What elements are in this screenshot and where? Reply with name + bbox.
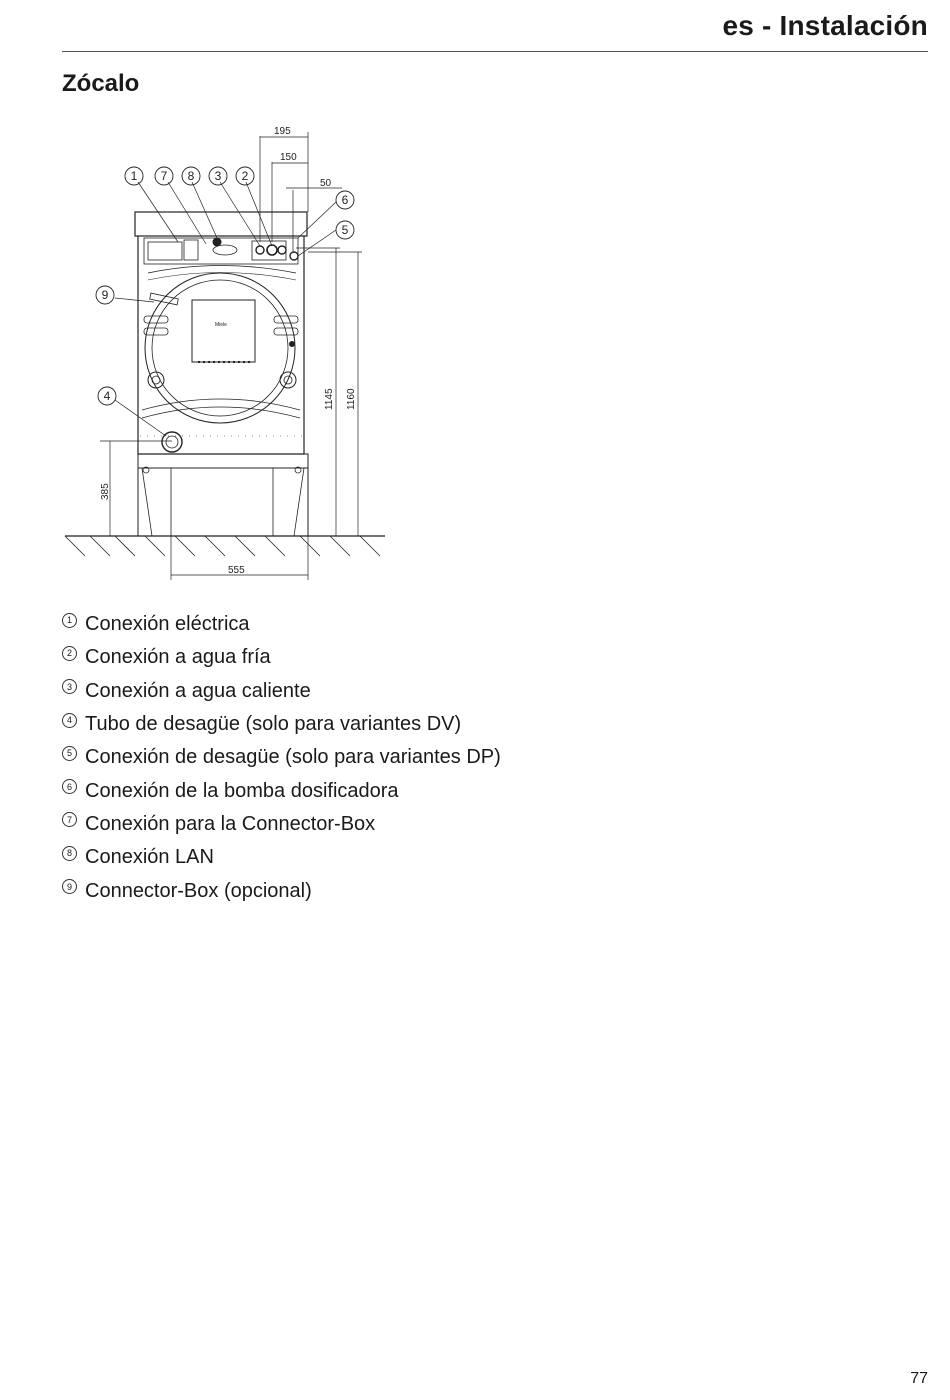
legend-item (62, 641, 501, 674)
legend-number: 8 (62, 846, 77, 861)
base-diagram (60, 118, 400, 593)
legend-number: 6 (62, 779, 77, 794)
legend-item (62, 708, 501, 741)
callout-8: 8 (187, 169, 195, 183)
connector-box (192, 300, 255, 362)
legend-number: 5 (62, 746, 77, 761)
legend-text: Conexión a agua caliente (85, 679, 311, 702)
header-divider (62, 51, 928, 52)
legend-number: 1 (62, 613, 77, 628)
callout-6: 6 (341, 193, 349, 207)
legend-text: Conexión a agua fría (85, 646, 271, 669)
page-number: 77 (910, 1370, 928, 1387)
legend-item (62, 741, 501, 774)
legend-number: 2 (62, 646, 77, 661)
legend-item (62, 808, 501, 841)
dim-385: 385 (100, 483, 111, 500)
header-title: es - Instalación (722, 10, 928, 41)
callout-3: 3 (214, 169, 222, 183)
legend-number: 3 (62, 679, 77, 694)
legend-text: Conexión para la Connector-Box (85, 812, 376, 835)
drum-outline (145, 273, 295, 423)
legend-text: Conexión de desagüe (solo para variantes DP) (85, 746, 501, 769)
legend-item (62, 675, 501, 708)
legend-list (62, 608, 501, 908)
legend-number: 4 (62, 713, 77, 728)
dim-1145: 1145 (324, 388, 335, 410)
callout-9: 9 (101, 288, 109, 302)
legend-item (62, 841, 501, 874)
dim-1160: 1160 (346, 388, 357, 410)
legend-text: Connector-Box (opcional) (85, 879, 312, 902)
floor-hatching (65, 536, 380, 556)
legend-number: 7 (62, 812, 77, 827)
legend-number: 9 (62, 879, 77, 894)
legend-text: Conexión de la bomba dosificadora (85, 779, 399, 802)
base-plinth (138, 454, 308, 468)
legend-item (62, 608, 501, 641)
dim-555: 555 (228, 565, 245, 576)
brand-label: Miele (215, 322, 227, 328)
section-title: Zócalo (62, 70, 140, 97)
callout-1: 1 (130, 169, 138, 183)
machine-body (138, 236, 304, 454)
dim-195: 195 (274, 126, 291, 137)
dim-50: 50 (320, 178, 332, 189)
callout-5: 5 (341, 223, 349, 237)
legend-text: Conexión eléctrica (85, 613, 250, 636)
legend-item (62, 774, 501, 807)
legend-text: Tubo de desagüe (solo para variantes DV) (85, 713, 462, 736)
callout-2: 2 (241, 169, 249, 183)
legend-item (62, 874, 501, 907)
legend-text: Conexión LAN (85, 846, 214, 869)
callout-4: 4 (103, 389, 111, 403)
callout-7: 7 (160, 169, 168, 183)
dim-150: 150 (280, 152, 297, 163)
